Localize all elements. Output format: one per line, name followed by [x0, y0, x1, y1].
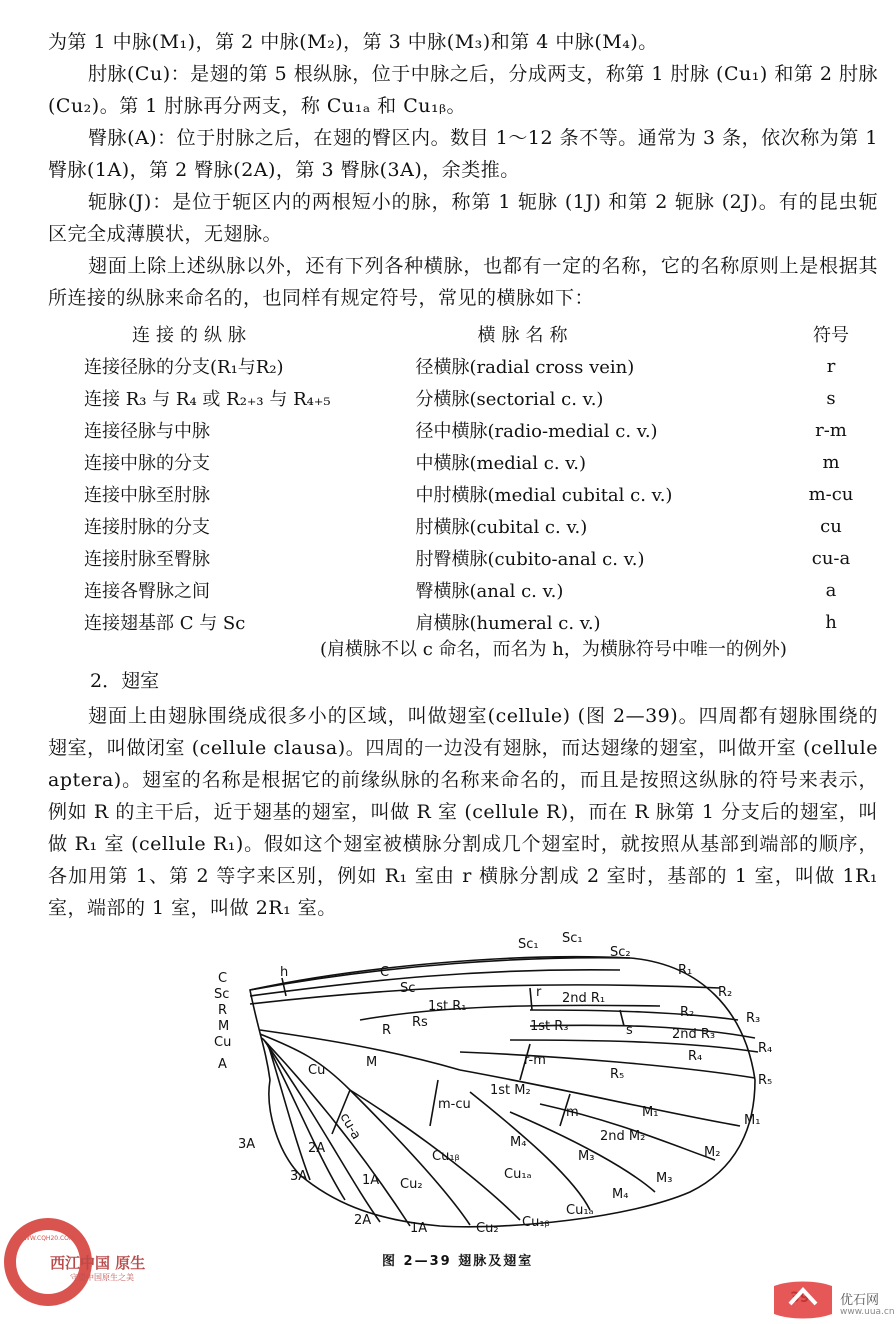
paragraph-crossvein-intro: 翅面上除上述纵脉以外，还有下列各种横脉，也都有一定的名称，它的名称原则上是根据其所连接的纵脉来命名的，也同样有规定符号，常见的横脉如下： — [48, 255, 878, 309]
label-cu1b: Cu₁ᵦ — [522, 1215, 550, 1230]
label-r2-cell: R₂ — [680, 1005, 695, 1020]
row-vein: 径中横脉(radio-medial c. v.) — [415, 421, 658, 442]
label-cu2-cell: Cu₂ — [400, 1177, 423, 1192]
label-second-r3: 2nd R₃ — [672, 1027, 716, 1042]
row-symbol: h — [825, 611, 837, 633]
row-vein: 臀横脉(anal c. v.) — [415, 581, 564, 602]
label-r2: R₂ — [718, 985, 733, 1000]
watermark-right-url: www.uua.cn — [840, 1307, 895, 1317]
row-connect: 连接 R₃ 与 R₄ 或 R₂₊₃ 与 R₄₊₅ — [84, 389, 331, 410]
figure-caption: 图 2—39 翅脉及翅室 — [382, 1254, 534, 1269]
label-rm-crossvein: r-m — [524, 1053, 546, 1068]
label-r4-cell: R₄ — [688, 1049, 703, 1064]
table-row — [84, 414, 884, 446]
label-a: A — [218, 1057, 227, 1072]
row-symbol: cu-a — [811, 547, 851, 569]
table-header-row — [84, 318, 884, 350]
rs-vein — [360, 1005, 660, 1020]
line-m-veins: 为第 1 中脉(M₁)，第 2 中脉(M₂)，第 3 中脉(M₃)和第 4 中脉(M₄)。 — [48, 31, 658, 53]
row-connect: 连接肘脉至臀脉 — [84, 549, 210, 570]
table-row — [84, 350, 884, 382]
label-m-cell: M — [366, 1055, 378, 1070]
row-symbol: r-m — [815, 419, 847, 441]
table-row — [84, 542, 884, 574]
m-vein — [260, 1030, 460, 1070]
row-symbol: a — [825, 579, 837, 601]
r4-vein — [510, 1040, 758, 1052]
crossvein-table — [84, 318, 884, 638]
header-longitudinal: 连接的纵脉 — [132, 325, 252, 346]
label-sc2: Sc₂ — [610, 945, 631, 960]
label-cu: Cu — [214, 1035, 232, 1050]
label-first-m2: 1st M₂ — [490, 1083, 531, 1098]
label-r: R — [218, 1003, 228, 1018]
label-3a-cell: 3A — [290, 1169, 308, 1184]
label-m1: M₁ — [744, 1113, 761, 1128]
label-sc1b: Sc₁ — [562, 931, 583, 946]
header-crossvein-name: 横脉名称 — [477, 325, 574, 346]
row-symbol: s — [826, 387, 836, 409]
row-vein: 肘臀横脉(cubito-anal c. v.) — [415, 549, 645, 570]
label-r3: R₃ — [746, 1011, 761, 1026]
label-3a: 3A — [238, 1137, 256, 1152]
row-vein: 径横脉(radial cross vein) — [415, 357, 635, 378]
label-m2: M₂ — [704, 1145, 721, 1160]
table-row — [84, 606, 884, 638]
paragraph-cubitus: 肘脉(Cu)：是翅的第 5 根纵脉，位于中脉之后，分成两支，称第 1 肘脉 (Cu₁) 和第 2 肘脉(Cu₂)。第 1 肘脉再分两支，称 Cu₁ₐ 和 Cu₁ᵦ。 — [48, 63, 878, 117]
label-2a: 2A — [354, 1213, 372, 1228]
paragraph-cells: 翅面上由翅脉围绕成很多小的区域，叫做翅室(cellule) (图 2—39)。四周都有翅脉围绕的翅室，叫做闭室 (cellule clausa)。四周的一边没有翅脉，而达翅缘的翅室，叫做开室 (cellule aptera)。翅室的名称是根据它的前缘纵脉的名称来命名的，而且是按照这纵脉的符号来表示，例如 R 的主干后，近于翅基的翅室，叫做 R 室 (cellule R)，而在 R 脉第 1 分支后的翅室，叫做 R₁ 室 (cellule R₁)。假如这个翅室被横脉分割成几个翅室时，就按照从基部到端部的顺序，各加用第 1、第 2 等字来区别，例如 R₁ 室由 r 横脉分割成 2 室时，基部的 1 室，叫做 1R₁ 室，端部的 1 室，叫做 2R₁ 室。 — [48, 705, 878, 919]
s-crossvein — [620, 1010, 624, 1026]
label-cu-cell: Cu — [308, 1063, 326, 1078]
label-cu2: Cu₂ — [476, 1221, 499, 1236]
label-m3-cell: M₃ — [578, 1149, 595, 1164]
wing-venation-figure — [210, 930, 773, 1240]
label-first-r1: 1st R₁ — [428, 999, 467, 1014]
row-symbol: m — [822, 451, 840, 473]
paragraph-anal: 臀脉(A)：位于肘脉之后，在翅的臀区内。数目 1～12 条不等。通常为 3 条，依次称为第 1 臀脉(1A)，第 2 臀脉(2A)，第 3 臀脉(3A)，余类推。 — [48, 127, 878, 181]
label-1a: 1A — [410, 1221, 428, 1236]
humeral-crossvein — [282, 978, 286, 996]
row-connect: 连接各臀脉之间 — [84, 581, 210, 602]
humeral-note: (肩横脉不以 c 命名，而名为 h，为横脉符号中唯一的例外) — [320, 639, 787, 660]
r5-vein — [460, 1052, 755, 1078]
watermark-left-name: 西江中国 原生 — [50, 1254, 146, 1272]
label-1a-cell: 1A — [362, 1173, 380, 1188]
label-s-crossvein: s — [626, 1023, 633, 1038]
label-2a-cell: 2A — [308, 1141, 326, 1156]
cu2-vein — [262, 1038, 410, 1226]
label-r1: R₁ — [678, 963, 693, 978]
watermark-right-name: 优石网 — [840, 1293, 880, 1308]
right-watermark-logo — [770, 1278, 836, 1322]
label-cu1a-cell: Cu₁ₐ — [504, 1167, 532, 1182]
label-sc1: Sc₁ — [518, 937, 539, 952]
watermark-left-sub: 守望中国原生之美 — [70, 1273, 134, 1282]
label-r5: R₅ — [758, 1073, 773, 1088]
row-connect: 连接翅基部 C 与 Sc — [84, 613, 246, 634]
label-m: M — [218, 1019, 230, 1034]
label-sc: Sc — [214, 987, 230, 1002]
label-rs: Rs — [412, 1015, 428, 1030]
watermark-left-url: WWW.CQH20.COM — [18, 1235, 75, 1242]
paragraph-jugal: 轭脉(J)：是位于轭区内的两根短小的脉，称第 1 轭脉 (1J) 和第 2 轭脉 (2J)。有的昆虫轭区完全成薄膜状，无翅脉。 — [48, 191, 878, 245]
label-r5-cell: R₅ — [610, 1067, 625, 1082]
label-second-r1: 2nd R₁ — [562, 991, 606, 1006]
row-symbol: m-cu — [808, 483, 854, 505]
table-row — [84, 478, 884, 510]
row-connect: 连接径脉与中脉 — [84, 421, 210, 442]
label-first-r3: 1st R₃ — [530, 1019, 569, 1034]
row-connect: 连接中脉的分支 — [84, 453, 210, 474]
label-m4: M₄ — [612, 1187, 629, 1202]
label-cu1b-cell: Cu₁ᵦ — [432, 1149, 460, 1164]
label-c: C — [218, 971, 228, 986]
label-h: h — [280, 965, 289, 980]
row-connect: 连接中脉至肘脉 — [84, 485, 210, 506]
row-connect: 连接径脉的分支(R₁与R₂) — [84, 357, 284, 378]
section-heading: 2．翅室 — [90, 670, 160, 692]
row-connect: 连接肘脉的分支 — [84, 517, 210, 538]
header-symbol: 符号 — [813, 325, 849, 346]
row-vein: 中肘横脉(medial cubital c. v.) — [415, 485, 673, 506]
row-vein: 中横脉(medial c. v.) — [415, 453, 587, 474]
label-cu1a: Cu₁ₐ — [566, 1203, 594, 1218]
label-second-m2: 2nd M₂ — [600, 1129, 646, 1144]
label-m4-cell: M₄ — [510, 1135, 527, 1150]
mcu-crossvein — [430, 1080, 438, 1126]
table-row — [84, 510, 884, 542]
table-row — [84, 382, 884, 414]
label-r4: R₄ — [758, 1041, 773, 1056]
row-vein: 肘横脉(cubital c. v.) — [415, 517, 588, 538]
table-row — [84, 574, 884, 606]
row-vein: 肩横脉(humeral c. v.) — [415, 613, 601, 634]
row-symbol: cu — [820, 515, 842, 537]
row-vein: 分横脉(sectorial c. v.) — [415, 389, 604, 410]
label-m3: M₃ — [656, 1171, 673, 1186]
label-m-crossvein: m — [566, 1105, 579, 1120]
r-crossvein — [530, 988, 532, 1010]
wing-labels — [214, 931, 772, 1236]
label-sc-cell: Sc — [400, 981, 416, 996]
label-c-cell: C — [380, 965, 390, 980]
label-r-cell: R — [382, 1023, 392, 1038]
label-mcu-crossvein: m-cu — [438, 1097, 471, 1112]
label-cua-crossvein: cu-a — [336, 1110, 364, 1143]
table-row — [84, 446, 884, 478]
label-m1-cell: M₁ — [642, 1105, 659, 1120]
label-r-crossvein: r — [536, 985, 542, 1000]
row-symbol: r — [826, 355, 836, 377]
